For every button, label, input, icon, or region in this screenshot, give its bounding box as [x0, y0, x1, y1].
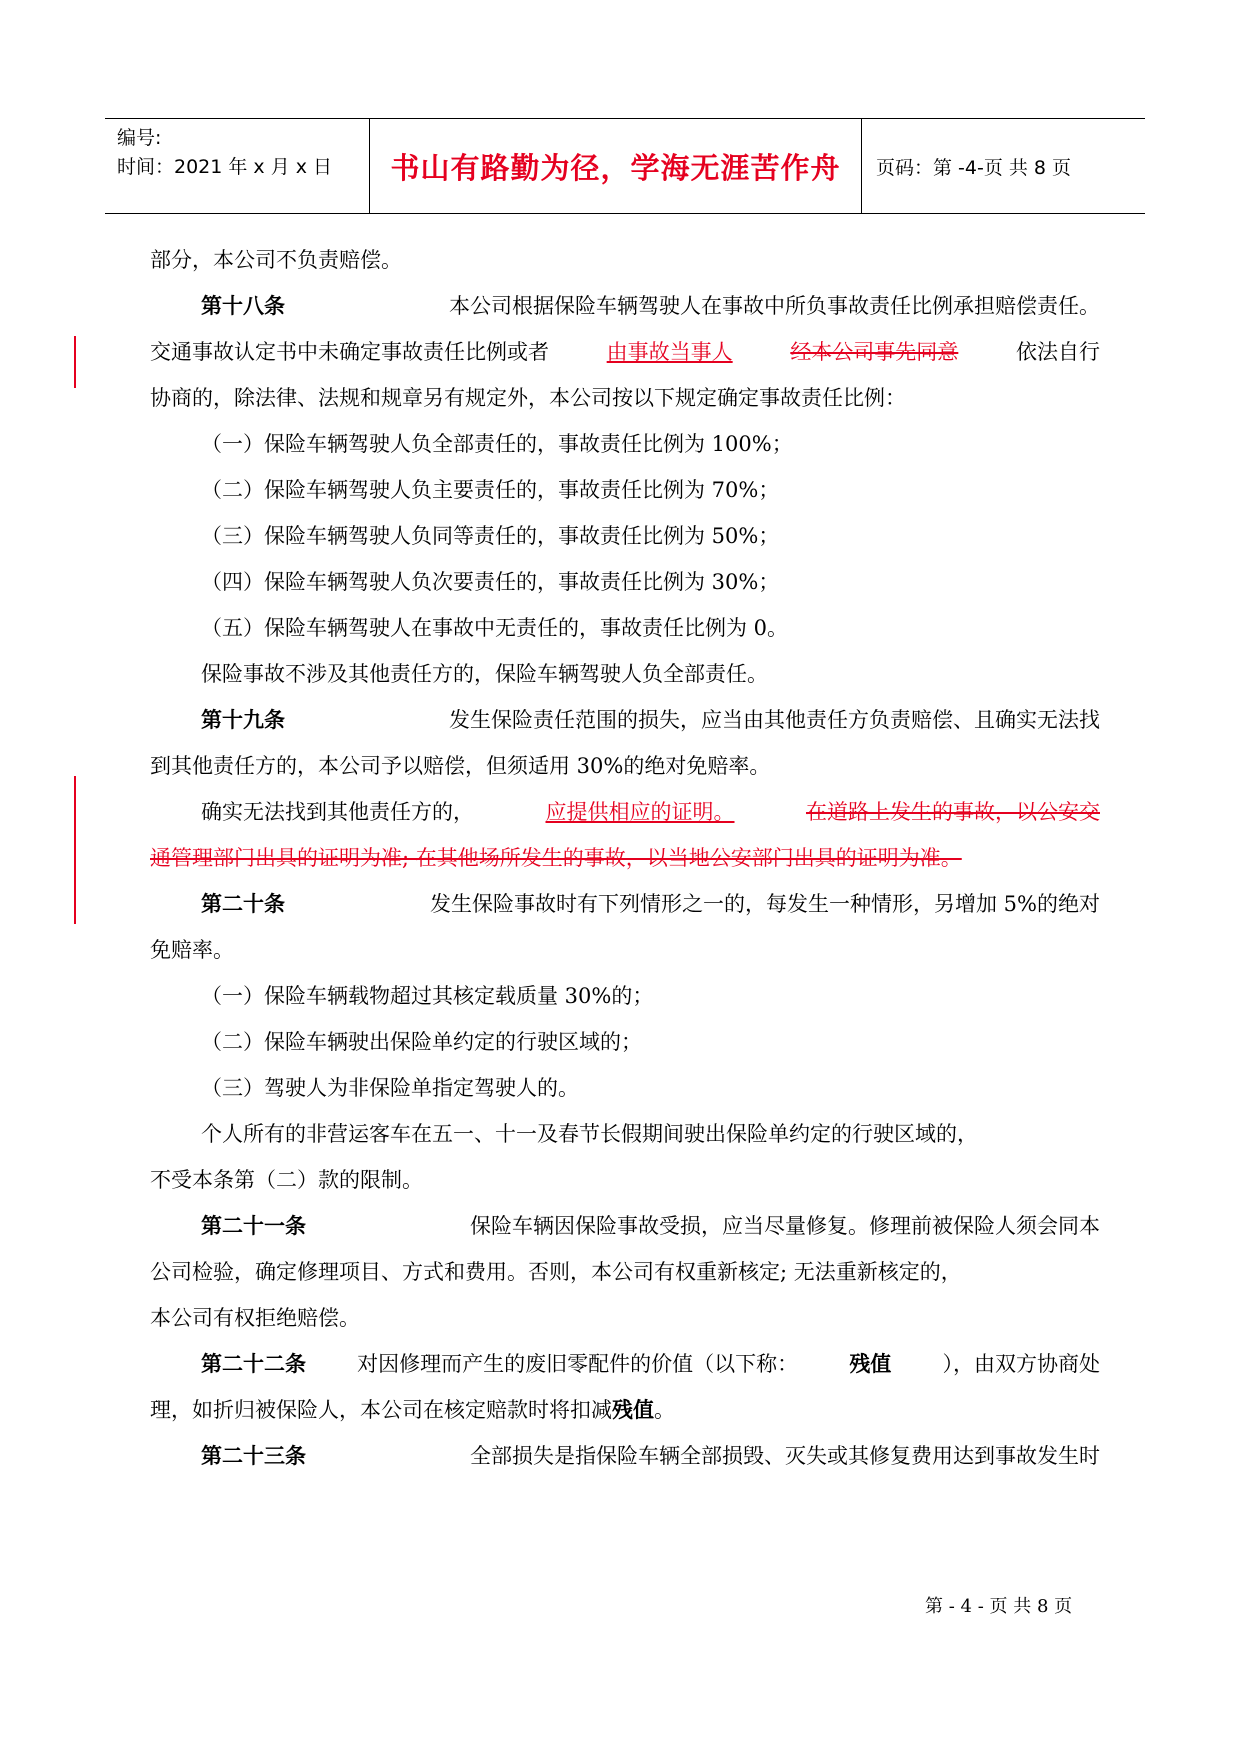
page-footer: 第 - 4 - 页 共 8 页	[925, 1596, 1073, 1617]
article-21-line	[150, 1210, 1100, 1242]
time-label: 时间：2021 年 x 月 x 日	[117, 156, 333, 178]
text-span: 保险车辆因保险事故受损，应当尽量修复。修理前被保险人须会同本	[470, 1214, 1100, 1238]
text-line: 个人所有的非营运客车在五一、十一及春节长假期间驶出保险单约定的行驶区域的，	[201, 1122, 978, 1146]
article-title: 第十八条	[201, 293, 285, 318]
text-span: ），由双方协商处	[942, 1352, 1100, 1376]
list-item: （五）保险车辆驾驶人在事故中无责任的，事故责任比例为 0。	[201, 616, 789, 640]
header-meta	[105, 119, 370, 213]
list-item: （一）保险车辆载物超过其核定载质量 30%的；	[201, 984, 654, 1008]
text-line: 免赔率。	[150, 938, 234, 962]
text-line: 公司检验，确定修理项目、方式和费用。否则，本公司有权重新核定; 无法重新核定的，	[150, 1260, 962, 1284]
number-label: 编号:	[117, 127, 162, 149]
text-span: 。	[654, 1398, 675, 1422]
text-span: 发生保险责任范围的损失，应当由其他责任方负责赔偿、且确实无法找	[449, 708, 1100, 732]
text-span: 交通事故认定书中未确定事故责任比例或者	[150, 340, 549, 364]
motto-text: 书山有路勤为径，学海无涯苦作舟	[390, 150, 841, 185]
text-line: 到其他责任方的，本公司予以赔偿，但须适用 30%的绝对免赔率。	[150, 754, 771, 778]
term-residual-value: 残值	[849, 1351, 892, 1376]
article-title: 第二十条	[201, 891, 285, 916]
text-line: 本公司有权拒绝赔偿。	[150, 1306, 360, 1330]
article-title: 第二十二条	[201, 1351, 306, 1376]
text-line: 保险事故不涉及其他责任方的，保险车辆驾驶人负全部责任。	[201, 662, 768, 686]
article-19-revision-line	[150, 842, 1100, 874]
article-20-line	[150, 888, 1100, 920]
text-line: 部分，本公司不负责赔偿。	[150, 248, 402, 272]
article-19-line	[150, 704, 1100, 736]
text-span: 依法自行	[1015, 340, 1100, 364]
text-span: 全部损失是指保险车辆全部损毁、灭失或其修复费用达到事故发生时	[470, 1444, 1100, 1468]
text-line: 协商的，除法律、法规和规章另有规定外，本公司按以下规定确定事故责任比例：	[150, 386, 906, 410]
deleted-text: 在道路上发生的事故，以公安交	[806, 800, 1100, 824]
article-22-line	[150, 1348, 1100, 1380]
list-item: （二）保险车辆驶出保险单约定的行驶区域的；	[201, 1030, 642, 1054]
article-title: 第二十一条	[201, 1213, 306, 1238]
inserted-text: 由事故当事人	[606, 340, 733, 364]
text-span: 确实无法找到其他责任方的，	[201, 800, 474, 824]
article-23-line	[150, 1440, 1100, 1472]
deleted-text: 经本公司事先同意	[790, 340, 959, 364]
article-22-line	[150, 1394, 1100, 1426]
text-span: 理，如折归被保险人，本公司在核定赔款时将扣减	[150, 1398, 612, 1422]
header-motto	[370, 119, 862, 213]
text-span: 本公司根据保险车辆驾驶人在事故中所负事故责任比例承担赔偿责任。	[449, 294, 1100, 318]
list-item: （四）保险车辆驾驶人负次要责任的，事故责任比例为 30%；	[201, 570, 780, 594]
article-title: 第二十三条	[201, 1443, 306, 1468]
text-span: 对因修理而产生的废旧零配件的价值（以下称：	[357, 1352, 799, 1376]
text-span: 发生保险事故时有下列情形之一的，每发生一种情形，另增加 5%的绝对	[430, 892, 1100, 916]
deleted-text: 通管理部门出具的证明为准; 在其他场所发生的事故，以当地公安部门出具的证明为准。	[150, 846, 962, 870]
list-item: （三）驾驶人为非保险单指定驾驶人的。	[201, 1076, 579, 1100]
text-line: 不受本条第（二）款的限制。	[150, 1168, 423, 1192]
inserted-text: 应提供相应的证明。	[545, 800, 735, 824]
header-page-label: 页码：第 -4-页 共 8 页	[876, 156, 1072, 179]
page-header	[105, 118, 1145, 214]
list-item: （一）保险车辆驾驶人负全部责任的，事故责任比例为 100%；	[201, 432, 793, 456]
change-bar	[74, 336, 76, 388]
article-18-line	[150, 290, 1100, 322]
list-item: （三）保险车辆驾驶人负同等责任的，事故责任比例为 50%；	[201, 524, 780, 548]
article-title: 第十九条	[201, 707, 285, 732]
article-19-revision-line	[150, 796, 1100, 828]
list-item: （二）保险车辆驾驶人负主要责任的，事故责任比例为 70%；	[201, 478, 780, 502]
change-bar	[74, 776, 76, 924]
term-residual-value: 残值	[612, 1397, 654, 1422]
article-18-line	[150, 336, 1100, 368]
